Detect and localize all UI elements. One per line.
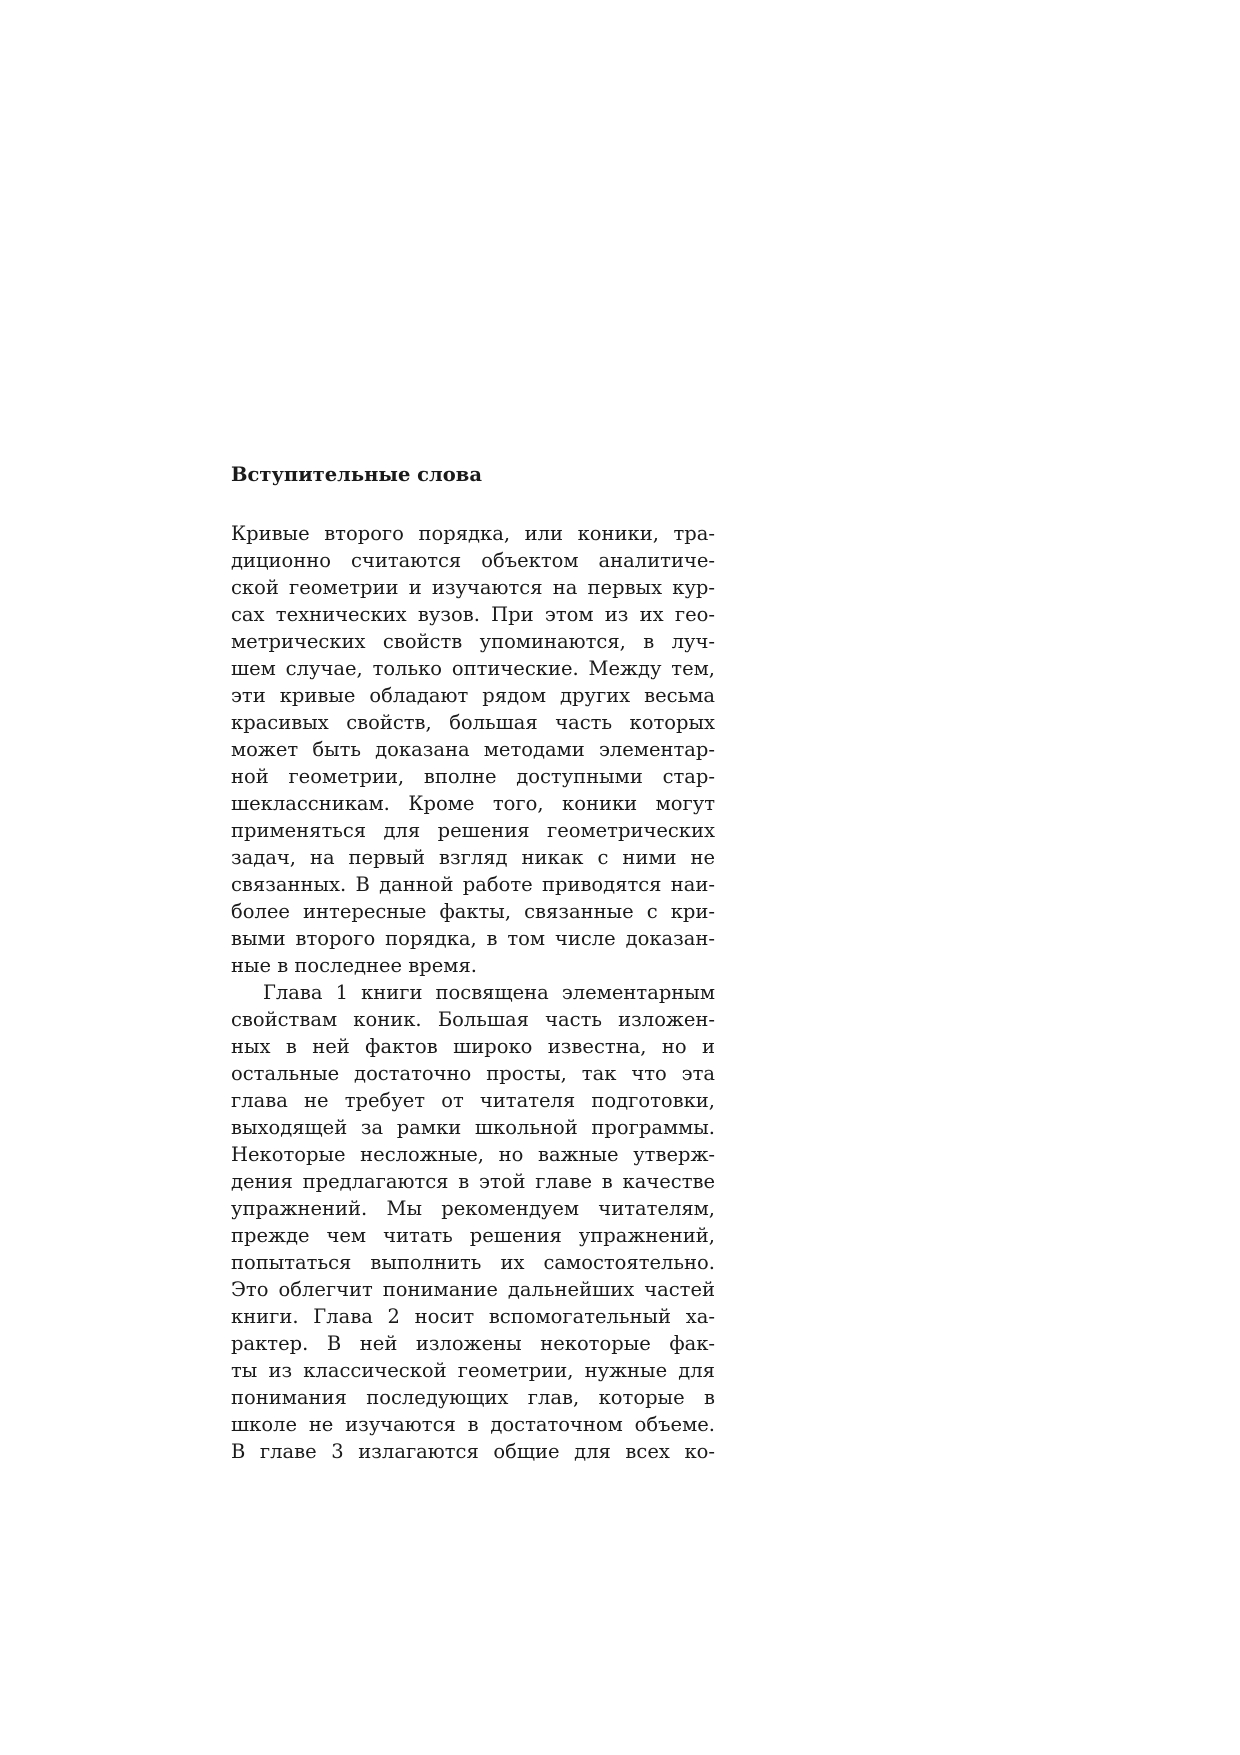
text-line: рактер. В ней изложены некоторые фак- (231, 1332, 715, 1355)
text-line: прежде чем читать решения упражнений, (231, 1224, 715, 1247)
text-line: более интересные факты, связанные с кри- (231, 900, 715, 923)
text-line: эти кривые обладают рядом других весьма (231, 684, 715, 707)
text-line: упражнений. Мы рекомендуем читателям, (231, 1197, 715, 1220)
text-line: Это облегчит понимание дальнейших частей (231, 1278, 715, 1301)
text-line: ных в ней фактов широко известна, но и (231, 1035, 715, 1058)
text-line: красивых свойств, большая часть которых (231, 711, 715, 734)
text-line: Глава 1 книги посвящена элементарным (263, 981, 715, 1004)
text-line: применяться для решения геометрических (231, 819, 715, 842)
text-line: школе не изучаются в достаточном объеме. (231, 1413, 715, 1436)
text-line: ные в последнее время. (231, 954, 477, 977)
text-line: книги. Глава 2 носит вспомогательный ха- (231, 1305, 715, 1328)
text-line: Кривые второго порядка, или коники, тра- (231, 522, 715, 545)
body-text (231, 520, 715, 1465)
text-line: выми второго порядка, в том числе доказан- (231, 927, 715, 950)
text-line: Некоторые несложные, но важные утверж- (231, 1143, 715, 1166)
text-line: ной геометрии, вполне доступными стар- (231, 765, 715, 788)
text-line: может быть доказана методами элементар- (231, 738, 715, 761)
text-line: выходящей за рамки школьной программы. (231, 1116, 715, 1139)
text-block (231, 462, 715, 1465)
text-line: ты из классической геометрии, нужные для (231, 1359, 715, 1382)
text-line: шем случае, только оптические. Между тем, (231, 657, 715, 680)
text-line: свойствам коник. Большая часть изложен- (231, 1008, 715, 1031)
text-line: связанных. В данной работе приводятся наи- (231, 873, 715, 896)
text-line: В главе 3 излагаются общие для всех ко- (231, 1440, 715, 1463)
text-line: глава не требует от читателя подготовки, (231, 1089, 715, 1112)
text-line: сах технических вузов. При этом из их гео- (231, 603, 715, 626)
text-line: ской геометрии и изучаются на первых кур- (231, 576, 715, 599)
section-heading: Вступительные слова (231, 463, 482, 486)
text-line: дения предлагаются в этой главе в качестве (231, 1170, 715, 1193)
text-line: остальные достаточно просты, так что эта (231, 1062, 715, 1085)
text-line: метрических свойств упоминаются, в луч- (231, 630, 715, 653)
text-line: диционно считаются объектом аналитиче- (231, 549, 715, 572)
text-line: задач, на первый взгляд никак с ними не (231, 846, 715, 869)
text-line: шеклассникам. Кроме того, коники могут (231, 792, 715, 815)
text-line: понимания последующих глав, которые в (231, 1386, 715, 1409)
text-line: попытаться выполнить их самостоятельно. (231, 1251, 715, 1274)
